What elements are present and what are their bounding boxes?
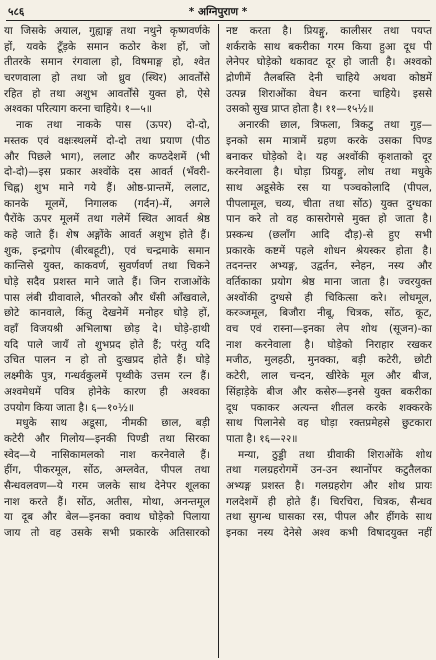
text-line: तथा सुगन्ध घासका रस, पीपल और हींगके साथ xyxy=(226,511,432,524)
text-line: नष्ट करता है। प्रियङ्गु, कालीसर तथा पयप्त xyxy=(226,25,432,37)
text-line: द्रोणीमें तैलबस्ति देनी चाहिये अथवा कोष्ठमें xyxy=(226,72,432,85)
text-line: वच एवं रास्ना—इनका लेप शोथ (सूजन)-का xyxy=(226,323,432,336)
text-line: बनाकर घोड़ेको दे। यह अश्वोंकी कृशताको दूर xyxy=(226,150,432,163)
text-line: उचित पालन न हो तो दुःखप्रद होते हैं। घोड़े xyxy=(4,354,210,367)
text-line: अभ्यङ्ग प्रशस्त है। गलग्रहरोग और शोथ प्रायः xyxy=(226,479,432,492)
text-line: पाता है। १६—२२॥ xyxy=(226,432,298,445)
text-line: साथ अडूसेके रस या पञ्चकोलादि (पीपल, xyxy=(226,181,432,194)
text-line: चिह्न) शुभ माने गये हैं। ओष्ठ-प्रान्तमें, ललाट, xyxy=(4,181,210,194)
text-line: लेनेपर घोड़ेको थकावट दूर हो जाती है। अश्वको xyxy=(226,56,432,69)
text-line: घोड़े सदैव प्रशस्त माने जाते हैं। जिन राजाओंके xyxy=(4,276,210,288)
text-line: तीतरके समान रंगवाला हो, विषमाङ्ग हो, श्वेत xyxy=(4,56,210,69)
text-line: मधुके साथ अडूसा, नीमकी छाल, बड़ी xyxy=(16,417,210,430)
text-line: छोटे कानवाले, किंतु देखनेमें मनोहर घोड़े हों, xyxy=(4,307,210,320)
text-line: शर्कराके साथ बकरीका गरम किया हुआ दूध पी xyxy=(226,40,432,53)
text-line: उपयोग किया जाता है। ६—१०½॥ xyxy=(4,401,135,414)
text-line: स्वेद—ये नासिकामलको नाश करनेवाले हैं। xyxy=(4,448,210,461)
text-line: कानके मूलमें, निगालक (गर्दन)-में, अगले xyxy=(4,197,210,210)
text-line: या दूब और बेल—इनका क्वाथ घोड़ेको पिलाया xyxy=(4,511,210,524)
text-line: कान्तिसे युक्त, काकवर्ण, सुवर्णवर्ण तथा चिकने xyxy=(4,260,210,273)
text-line: वहाँ विजयश्री अभिलाषा छोड़ दे। घोड़े-हाथी xyxy=(4,323,210,336)
text-line: मन्या, ठुड्डी तथा ग्रीवाकी शिराओंके शोथ xyxy=(238,448,432,461)
text-line: प्रकारके कष्टमें पहले शोधन श्रेयस्कर होता है। xyxy=(226,244,432,257)
text-line: कहे जाते हैं। शेष अङ्गोंके आवर्त अशुभ होते हैं। xyxy=(4,228,210,241)
text-line: लक्ष्मीके पुत्र, गन्धर्वकुलमें पृथ्वीके उत्तम रत्न हैं। xyxy=(4,370,210,383)
column-divider xyxy=(218,24,219,658)
text-line: इनको सम मात्रामें ग्रहण करके उसका पिण्ड xyxy=(226,134,432,147)
text-line: हींग, पीकरमूल, सोंठ, अम्लवेत, पीपल तथा xyxy=(4,464,210,477)
text-line: इनका नस्य देनेसे अश्व कभी विषादयुक्त नहीं xyxy=(226,527,432,539)
text-line: तथा गलग्रहरोगमें उन-उन स्थानोंपर कटुतैलका xyxy=(226,464,432,477)
text-line: नाश करते हैं। सोंठ, अतीस, मोथा, अनन्तमूल xyxy=(4,495,210,508)
left-column xyxy=(4,24,210,660)
text-line: कटेरी और गिलोय—इनकी पिण्डी तथा सिरका xyxy=(4,432,210,445)
text-line: अश्वमेधमें पवित्र होनेके कारण ही अश्वका xyxy=(4,385,210,398)
header-rule xyxy=(6,20,430,21)
text-line: चरणवाला हो तथा जो ध्रुव (स्थिर) आवर्तोंसे xyxy=(4,72,210,85)
text-line: पास लंबी ग्रीवावाले, भीतरको और धँसी आँखवाले, xyxy=(4,291,210,304)
text-line: नाक तथा नाकके पास (ऊपर) दो-दो, xyxy=(16,119,210,132)
page-header xyxy=(4,4,432,22)
text-columns xyxy=(4,24,432,660)
text-line: जाय तो वह उसके सभी प्रकारके अतिसारको xyxy=(4,527,210,539)
page-number: ५८६ xyxy=(8,6,25,18)
text-line: प्रस्कन्ध (छलाँग आदि दौड़)-से हुए सभी xyxy=(226,228,432,241)
text-line: शुक, इन्द्रगोप (बीरबहूटी), एवं चन्द्रमाके समान xyxy=(4,244,210,257)
text-line: अनारकी छाल, त्रिफला, त्रिकटु तथा गुड़— xyxy=(238,119,432,132)
running-title: * अग्निपुराण * xyxy=(188,6,248,18)
text-line: अश्वका परित्याग करना चाहिये। १—५॥ xyxy=(4,103,153,116)
text-line: मजीठ, मुलहठी, मुनक्का, बड़ी कटेरी, छोटी xyxy=(226,354,432,367)
text-line: तदनन्तर अभ्यङ्ग, उद्वर्तन, स्नेहन, नस्य और xyxy=(226,260,432,273)
text-line: अश्वोंकी दुग्धसे ही चिकित्सा करे। लोधमूल, xyxy=(226,291,432,304)
text-line: मस्तक एवं वक्षःस्थलमें दो-दो तथा प्रयाण (पीठ xyxy=(4,134,210,147)
text-line: पीपलामूल, चव्य, चीता तथा सोंठ) युक्त दुग्धका xyxy=(226,197,432,210)
text-line: करनेवाला है। घोड़ा प्रियङ्गु, लोध तथा मधुके xyxy=(226,166,432,179)
text-line: नाश करनेवाला है। घोड़ेको निराहार रखकर xyxy=(226,338,432,351)
text-line: पैरोंके ऊपर मूलमें तथा गलेमें स्थित आवर्त श्रेष्ठ xyxy=(4,213,210,226)
text-line: सैन्धवलवण—ये गरम जलके साथ देनेपर शूलका xyxy=(4,479,210,492)
text-line: वर्तिकाका प्रयोग श्रेष्ठ माना जाता है। ज्वरयुक्त xyxy=(226,276,432,288)
text-line: दूध पकाकर अत्यन्त शीतल करके शक्करके xyxy=(226,401,432,414)
text-line: रहित हो तथा अशुभ आवर्तोंसे युक्त हो, ऐसे xyxy=(4,87,210,100)
right-column xyxy=(226,24,432,660)
text-line: सिंहाड़ेके बीज और कसेरु—इनसे युक्त बकरीका xyxy=(226,385,432,398)
text-line: हों, यवके टूँड़के समान कठोर केश हों, जो xyxy=(4,40,210,53)
text-line: उत्पन्न शिराओंका वेधन करना चाहिये। इससे xyxy=(226,87,432,100)
text-line: करञ्जमूल, बिजौरा नीबू, चित्रक, सोंठ, कूट, xyxy=(226,307,432,320)
text-line: या जिसके अयाल, गुह्याङ्ग तथा नथुने कृष्णवर्णके xyxy=(4,25,210,37)
text-line: पान करे तो वह कासरोगसे मुक्त हो जाता है। xyxy=(226,213,432,226)
text-line: उसको सुख प्राप्त होता है। ११—१५½॥ xyxy=(226,103,374,116)
text-line: साथ पिलानेसे वह घोड़ा रक्तप्रमेहसे छुटकारा xyxy=(226,417,432,430)
text-line: कटेरी, लाल चन्दन, खीरेके मूल और बीज, xyxy=(226,370,432,383)
text-line: और पिछले भाग), ललाट और कण्ठदेशमें (भी xyxy=(4,150,210,163)
text-line: दो-दो)—इस प्रकार अश्वोंके दस आवर्त (भँवरी- xyxy=(4,166,210,179)
text-line: गलदेशमें ही होते हैं। चिरचिरा, चित्रक, सैन्धव xyxy=(226,495,432,508)
text-line: यदि पाले जायँ तो शुभप्रद होते हैं; परंतु यदि xyxy=(4,338,210,351)
